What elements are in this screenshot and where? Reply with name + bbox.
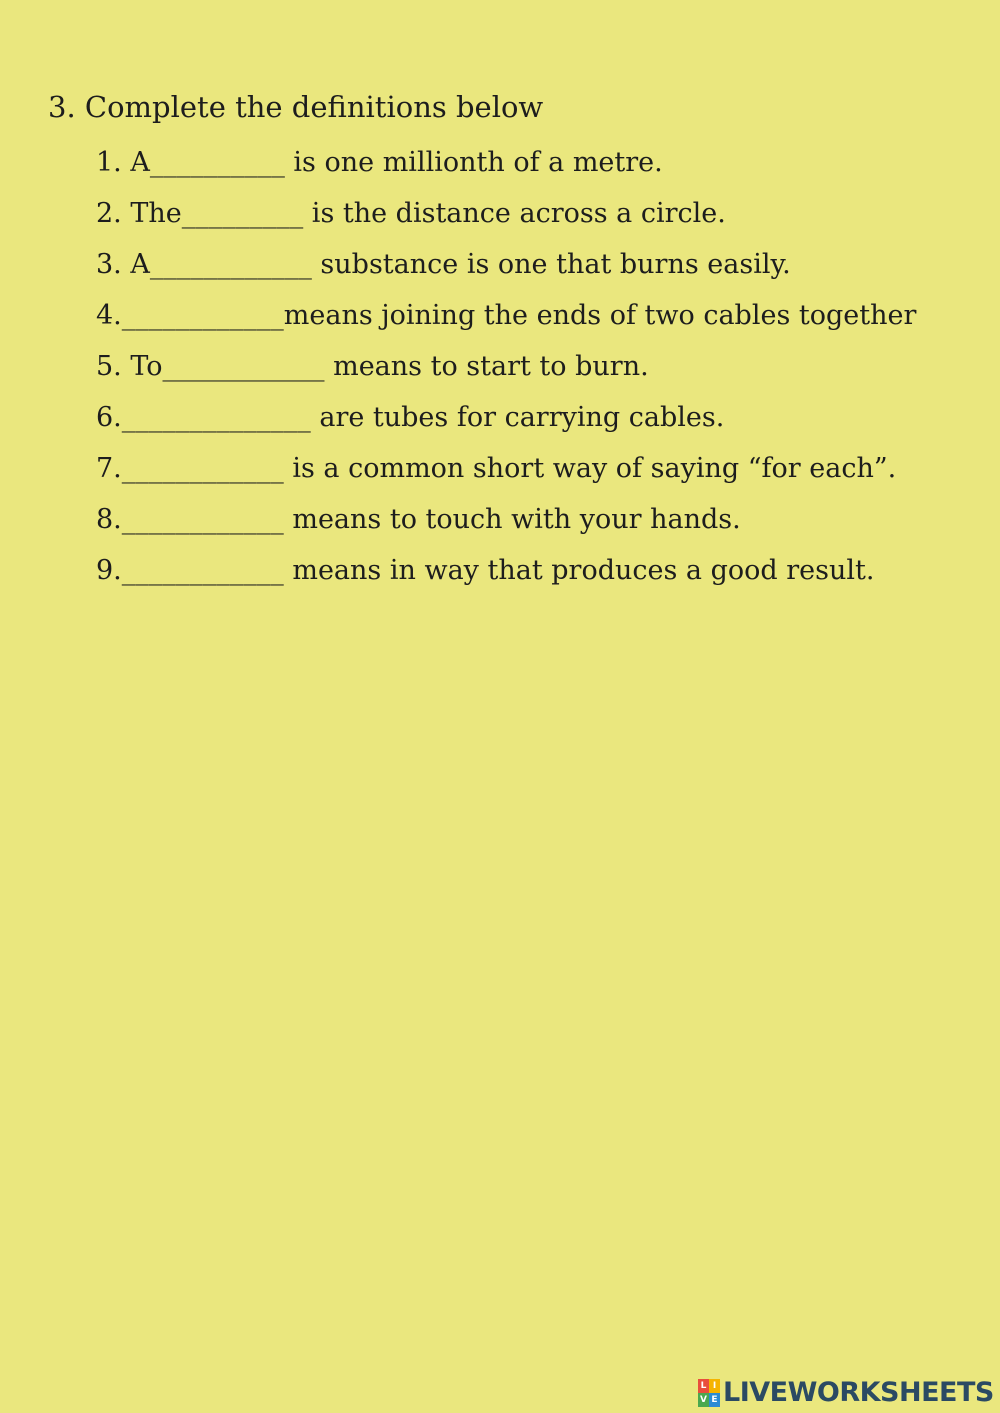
brand-name: LIVEWORKSHEETS	[723, 1377, 994, 1408]
definitions-list	[96, 141, 916, 600]
badge-letter-i: I	[709, 1379, 720, 1393]
definition-item-1: 1. A__________ is one millionth of a metre.	[96, 147, 663, 178]
definition-item-3: 3. A____________ substance is one that burns easily.	[96, 249, 791, 280]
definition-item-9: 9.____________ means in way that produces a good result.	[96, 555, 875, 586]
badge-letter-e: E	[709, 1393, 720, 1407]
definition-item-4: 4.____________means joining the ends of two cables together	[96, 300, 917, 331]
definition-item-6: 6.______________ are tubes for carrying cables.	[96, 402, 725, 433]
badge-letter-l: L	[698, 1379, 709, 1393]
definition-item-2: 2. The_________ is the distance across a circle.	[96, 198, 726, 229]
liveworksheets-logo	[698, 1377, 994, 1408]
live-badge-icon	[698, 1379, 720, 1407]
definition-item-5: 5. To____________ means to start to burn.	[96, 351, 649, 382]
badge-letter-v: V	[698, 1393, 709, 1407]
definition-item-7: 7.____________ is a common short way of saying “for each”.	[96, 453, 897, 484]
exercise-heading: 3. Complete the definitions below	[48, 90, 544, 124]
definition-item-8: 8.____________ means to touch with your hands.	[96, 504, 741, 535]
